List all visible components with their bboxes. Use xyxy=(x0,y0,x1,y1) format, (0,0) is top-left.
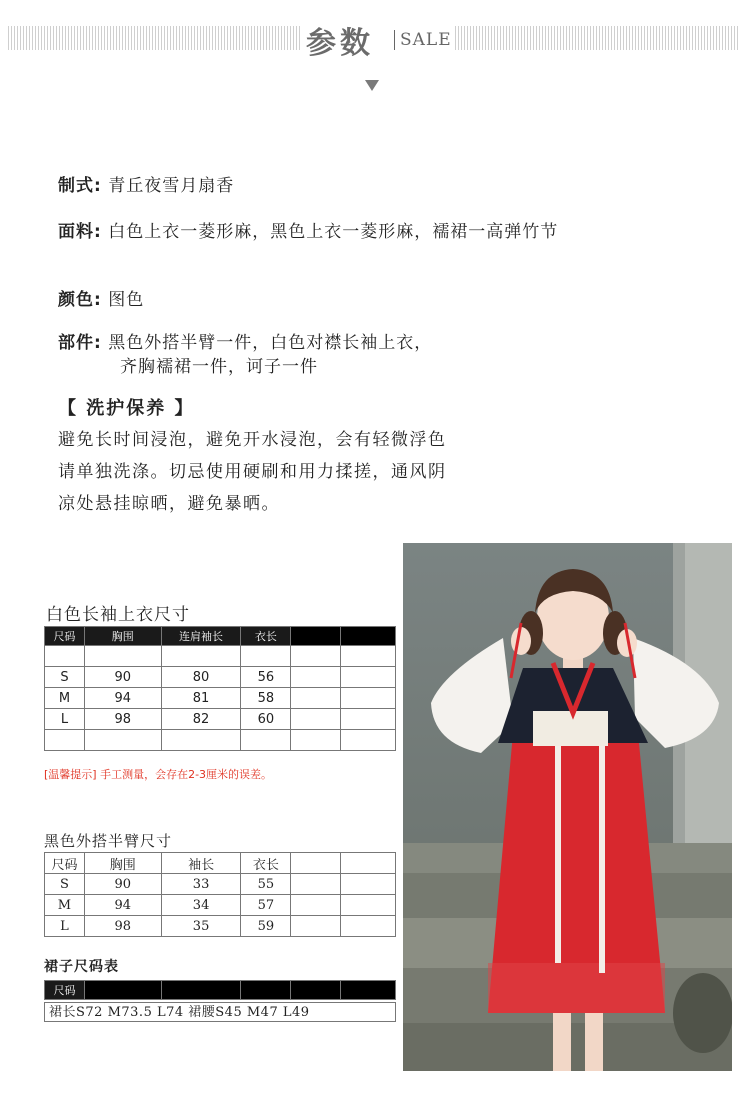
length-cell: 59 xyxy=(241,916,291,937)
size-cell: L xyxy=(45,916,85,937)
length-cell: 57 xyxy=(241,895,291,916)
spec-parts xyxy=(58,331,432,355)
header-cell-empty xyxy=(341,627,396,646)
spec-label: 颜色: xyxy=(58,290,102,310)
sleeve-cell: 35 xyxy=(161,916,241,937)
size-cell: M xyxy=(45,895,85,916)
spec-label: 面料: xyxy=(58,222,102,242)
header-cell-empty xyxy=(291,627,341,646)
care-title: 【 洗护保养 】 xyxy=(58,398,195,419)
table-row xyxy=(45,730,396,751)
spec-value: 黑色外搭半臂一件，白色对襟长袖上衣， xyxy=(108,333,433,353)
spec-value: 白色上衣一菱形麻，黑色上衣一菱形麻，襦裙一高弹竹节 xyxy=(108,222,559,242)
white-size-table xyxy=(44,626,396,751)
chest-cell: 90 xyxy=(84,874,161,895)
size-cell: S xyxy=(45,667,85,688)
skirt-size-values: 裙长S72 M73.5 L74 裙腰S45 M47 L49 xyxy=(44,1002,396,1022)
arrow-down-icon xyxy=(365,80,379,91)
spec-label: 部件: xyxy=(58,333,102,353)
length-cell: 58 xyxy=(241,688,291,709)
spec-fabric xyxy=(58,220,558,244)
table-row xyxy=(45,916,396,937)
model-photo xyxy=(403,543,732,1071)
header-cell: 衣长 xyxy=(241,853,291,874)
chest-cell: 94 xyxy=(84,688,161,709)
header-cell: 胸围 xyxy=(84,627,161,646)
chest-cell: 98 xyxy=(84,709,161,730)
spec-parts-line2: 齐胸襦裙一件，诃子一件 xyxy=(120,357,318,377)
header-cell: 连肩袖长 xyxy=(161,627,241,646)
table-header-row xyxy=(45,981,396,1000)
measurement-note: [温馨提示] 手工测量，会存在2-3厘米的误差。 xyxy=(44,768,273,781)
header-hatch-right xyxy=(455,26,738,50)
size-cell: L xyxy=(45,709,85,730)
white-table-title: 白色长袖上衣尺寸 xyxy=(46,605,190,625)
title-divider xyxy=(394,30,395,50)
care-line: 避免长时间浸泡，避免开水浸泡，会有轻微浮色 xyxy=(58,430,447,450)
chest-cell: 98 xyxy=(84,916,161,937)
table-row xyxy=(45,895,396,916)
care-line: 请单独洗涤。切忌使用硬刷和用力揉搓，通风阴 xyxy=(58,462,447,482)
sleeve-cell: 33 xyxy=(161,874,241,895)
size-cell: M xyxy=(45,688,85,709)
sleeve-cell: 80 xyxy=(161,667,241,688)
model-illustration xyxy=(403,543,732,1071)
black-size-table xyxy=(44,852,396,937)
black-table-title: 黑色外搭半臂尺寸 xyxy=(44,832,173,850)
header-cell: 尺码 xyxy=(45,981,85,1000)
length-cell: 60 xyxy=(241,709,291,730)
skirt-size-header xyxy=(44,980,396,1000)
header-hatch-left xyxy=(8,26,300,50)
sleeve-cell: 81 xyxy=(161,688,241,709)
table-row xyxy=(45,688,396,709)
sleeve-cell: 34 xyxy=(161,895,241,916)
table-row xyxy=(45,709,396,730)
header-cell: 衣长 xyxy=(241,627,291,646)
length-cell: 55 xyxy=(241,874,291,895)
skirt-table-title: 裙子尺码表 xyxy=(44,959,119,975)
table-row xyxy=(45,874,396,895)
length-cell: 56 xyxy=(241,667,291,688)
table-header-row xyxy=(45,627,396,646)
table-header-row xyxy=(45,853,396,874)
header-cell: 袖长 xyxy=(161,853,241,874)
header-cell: 胸围 xyxy=(84,853,161,874)
spec-color xyxy=(58,288,144,312)
spec-style xyxy=(58,174,234,198)
section-subtitle: SALE xyxy=(400,30,452,50)
chest-cell: 90 xyxy=(84,667,161,688)
size-cell: S xyxy=(45,874,85,895)
sleeve-cell: 82 xyxy=(161,709,241,730)
table-row xyxy=(45,667,396,688)
spec-label: 制式: xyxy=(58,176,102,196)
spec-value: 图色 xyxy=(108,290,145,310)
chest-cell: 94 xyxy=(84,895,161,916)
header-cell: 尺码 xyxy=(45,627,85,646)
spec-value: 青丘夜雪月扇香 xyxy=(108,176,235,196)
care-line: 凉处悬挂晾晒，避免暴晒。 xyxy=(58,494,280,514)
section-title: 参数 xyxy=(306,26,374,61)
table-row xyxy=(45,646,396,667)
section-header xyxy=(0,0,748,80)
header-cell: 尺码 xyxy=(45,853,85,874)
